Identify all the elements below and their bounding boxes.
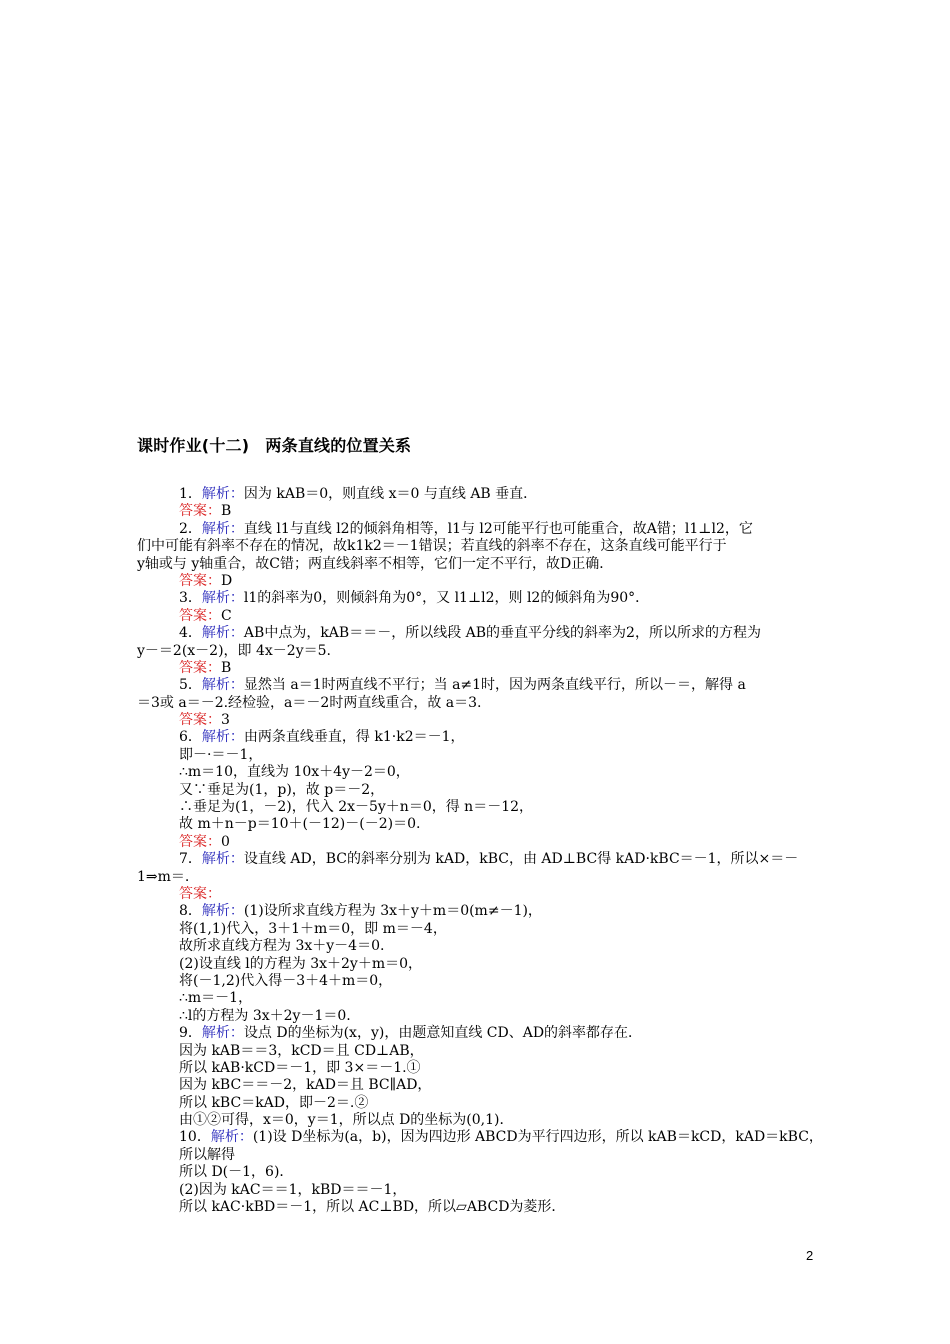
question-number: 7． — [179, 851, 202, 868]
question-number: 4． — [179, 625, 202, 642]
text-line — [137, 695, 817, 712]
line-text: 3 — [221, 712, 230, 729]
question-number: 3． — [179, 590, 202, 607]
text-line — [137, 747, 817, 764]
question-number: 9． — [179, 1025, 202, 1042]
question-number: 2． — [179, 520, 202, 537]
text-line — [137, 660, 817, 677]
text-line — [137, 1043, 817, 1060]
text-line — [137, 573, 817, 590]
text-line — [137, 869, 817, 886]
text-line — [137, 903, 817, 920]
line-text: ∴l的方程为 3x＋2y－1＝0. — [179, 1007, 351, 1024]
answer-label: 答案： — [179, 885, 221, 902]
line-text: (1)设 D坐标为(a，b)，因为四边形 ABCD为平行四边形，所以 kAB＝kCD，kAD＝kBC， — [252, 1129, 823, 1146]
analysis-label: 解析： — [201, 520, 244, 537]
line-text: 所以 D(－1，6)． — [179, 1164, 294, 1181]
text-line — [137, 1025, 817, 1042]
analysis-label: 解析： — [210, 1129, 253, 1146]
line-text: ＝3或 a＝－2.经检验，a＝－2时两直线重合，故 a＝3. — [137, 694, 482, 711]
line-text: 们中可能有斜率不存在的情况，故k1k2＝－1错误；若直线的斜率不存在，这条直线可能平行于 — [137, 538, 727, 555]
text-line — [137, 590, 817, 607]
text-line — [137, 816, 817, 833]
text-line — [137, 921, 817, 938]
line-text: 因为 kAB＝0，则直线 x＝0 与直线 AB 垂直． — [243, 486, 538, 502]
answer-label: 答案： — [179, 833, 221, 850]
text-line — [137, 556, 817, 573]
text-line — [137, 608, 817, 625]
line-text: (1)设所求直线方程为 3x＋y＋m＝0(m≠－1)， — [243, 903, 542, 920]
answer-label: 答案： — [179, 712, 221, 729]
line-text: ∴垂足为(1，－2)，代入 2x－5y＋n＝0，得 n＝－12， — [179, 799, 534, 816]
text-line — [137, 1164, 817, 1181]
line-text: ∴m＝10，直线为 10x＋4y－2＝0， — [179, 764, 410, 781]
text-line — [137, 729, 817, 746]
line-text: B — [221, 659, 232, 676]
line-text: 1⇒m＝. — [137, 868, 190, 885]
text-line — [137, 1147, 817, 1164]
text-line — [137, 1008, 817, 1025]
question-number: 10． — [179, 1129, 211, 1146]
line-text: 将(1,1)代入，3＋1＋m＝0，即 m＝－4， — [179, 920, 447, 937]
analysis-label: 解析： — [201, 729, 244, 746]
text-line — [137, 973, 817, 990]
text-line — [137, 938, 817, 955]
line-text: 0 — [221, 833, 230, 850]
text-line — [137, 764, 817, 781]
line-text: 直线 l1与直线 l2的倾斜角相等，l1与 l2可能平行也可能重合，故A错；l1⊥l2，它 — [243, 520, 753, 537]
text-line — [137, 782, 817, 799]
line-text: AB中点为，kAB＝＝－，所以线段 AB的垂直平分线的斜率为2，所以所求的方程为 — [243, 625, 761, 642]
line-text: B — [221, 503, 232, 520]
analysis-label: 解析： — [201, 851, 244, 868]
line-text: D — [221, 572, 233, 589]
line-text: 又∵垂足为(1，p)，故 p＝－2， — [179, 781, 385, 798]
line-text: 因为 kAB＝＝3，kCD＝且 CD⊥AB， — [179, 1042, 424, 1059]
line-text: 所以解得 — [179, 1146, 235, 1163]
text-line — [137, 834, 817, 851]
analysis-label: 解析： — [201, 590, 244, 607]
line-text: 因为 kBC＝＝－2，kAD＝且 BC∥AD， — [179, 1077, 432, 1094]
line-text: 将(－1,2)代入得－3＋4＋m＝0， — [179, 972, 393, 989]
line-text: C — [221, 607, 232, 624]
line-text: (2)设直线 l的方程为 3x＋2y＋m＝0， — [179, 955, 423, 972]
answer-body — [137, 486, 823, 1216]
line-text: 所以 kBC＝kAD，即－2＝.② — [179, 1094, 369, 1111]
text-line — [137, 851, 817, 868]
answer-label: 答案： — [179, 503, 221, 520]
text-line — [137, 1077, 817, 1094]
analysis-label: 解析： — [201, 903, 244, 920]
question-number: 5． — [179, 677, 202, 694]
line-text: 由①②可得，x＝0，y＝1，所以点 D的坐标为(0,1)． — [179, 1112, 514, 1129]
text-line — [137, 1182, 817, 1199]
answer-label: 答案： — [179, 659, 221, 676]
text-line — [137, 1060, 817, 1077]
analysis-label: 解析： — [201, 1025, 244, 1042]
line-text: 设点 D的坐标为(x，y)，由题意知直线 CD、AD的斜率都存在． — [243, 1025, 643, 1042]
page-number: 2 — [806, 1248, 814, 1263]
line-text: 所以 kAB·kCD＝－1，即 3×＝－1.① — [179, 1059, 421, 1076]
text-line — [137, 503, 817, 520]
text-line — [137, 956, 817, 973]
line-text: ∴m＝－1， — [179, 990, 253, 1007]
question-number: 8． — [179, 903, 202, 920]
line-text: 显然当 a＝1时两直线不平行；当 a≠1时，因为两条直线平行，所以－＝，解得 a — [243, 677, 746, 694]
text-line — [137, 625, 817, 642]
analysis-label: 解析： — [201, 486, 244, 502]
text-line — [137, 486, 817, 503]
line-text: (2)因为 kAC＝＝1，kBD＝＝－1， — [179, 1181, 407, 1198]
text-line — [137, 643, 817, 660]
text-line — [137, 1199, 817, 1216]
line-text: 由两条直线垂直，得 k1·k2＝－1， — [243, 729, 465, 746]
text-line — [137, 886, 817, 903]
text-line — [137, 538, 817, 555]
line-text: 所以 kAC·kBD＝－1，所以 AC⊥BD，所以▱ABCD为菱形． — [179, 1199, 566, 1216]
line-text: y－＝2(x－2)，即 4x－2y＝5. — [137, 642, 331, 659]
answer-label: 答案： — [179, 607, 221, 624]
text-line — [137, 1129, 823, 1146]
page-title: 课时作业(十二) 两条直线的位置关系 — [137, 436, 412, 455]
line-text: 故 m＋n－p＝10＋(－12)－(－2)＝0. — [179, 816, 421, 833]
line-text: 故所求直线方程为 3x＋y－4＝0. — [179, 938, 385, 955]
question-number: 6． — [179, 729, 202, 746]
answer-label: 答案： — [179, 572, 221, 589]
line-text: 设直线 AD，BC的斜率分别为 kAD，kBC，由 AD⊥BC得 kAD·kBC＝－1，所以×＝－ — [243, 851, 799, 868]
analysis-label: 解析： — [201, 625, 244, 642]
text-line — [137, 521, 817, 538]
question-number: 1． — [179, 486, 202, 502]
text-line — [137, 712, 817, 729]
text-line — [137, 990, 817, 1007]
text-line — [137, 799, 817, 816]
text-line — [137, 1095, 817, 1112]
line-text: 即－·＝－1， — [179, 746, 263, 763]
analysis-label: 解析： — [201, 677, 244, 694]
line-text: y轴或与 y轴重合，故C错；两直线斜率不相等，它们一定不平行，故D正确． — [137, 555, 614, 572]
text-line — [137, 1112, 817, 1129]
line-text: l1的斜率为0，则倾斜角为0°，又 l1⊥l2，则 l2的倾斜角为90°． — [243, 590, 650, 607]
text-line — [137, 677, 817, 694]
